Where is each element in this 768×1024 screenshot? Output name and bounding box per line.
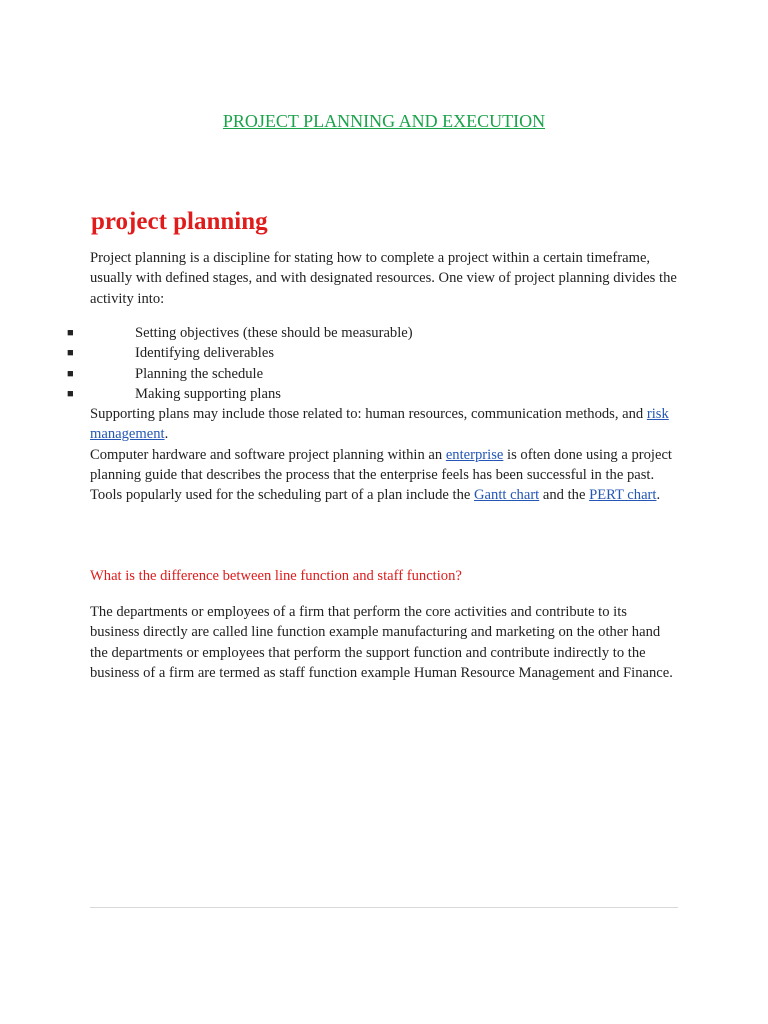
- gantt-chart-link[interactable]: Gantt chart: [474, 487, 540, 504]
- risk-management-link[interactable]: risk management: [90, 406, 669, 443]
- document-title: PROJECT PLANNING AND EXECUTION: [222, 111, 546, 131]
- intro-paragraph: Project planning is a discipline for stating how to complete a project within a certain timeframe, usually with defined stages, and with designated resources. One view of project planning divides the activity into:: [90, 250, 677, 307]
- enterprise-link[interactable]: enterprise: [445, 446, 504, 463]
- paragraph-text: is often done using a project planning guide that describes the process that the enterprise feels has been successful in the past.: [90, 446, 672, 483]
- list-item-text: Making supporting plans: [135, 385, 281, 402]
- answer-paragraph: The departments or employees of a firm that perform the core activities and contribute to its business directly are called line function example manufacturing and marketing on the other hand the departments or employees that perform the support function and contribute indirectly to the business of a firm are termed as staff function example Human Resource Management and Finance.: [90, 604, 673, 681]
- paragraph-text: Tools popularly used for the scheduling part of a plan include the: [90, 487, 474, 504]
- bullet-icon: ■: [67, 347, 74, 360]
- hardware-paragraph: [90, 445, 680, 486]
- paragraph-text: Supporting plans may include those related to: human resources, communication methods, and: [90, 406, 647, 422]
- body-paragraphs: [90, 404, 680, 505]
- paragraph-text: .: [656, 487, 661, 504]
- list-item-text: Planning the schedule: [135, 365, 264, 382]
- bullet-icon: ■: [67, 327, 74, 339]
- bullet-icon: ■: [67, 367, 74, 380]
- paragraph-text: Computer hardware and software project planning within an: [90, 446, 446, 463]
- paragraph-text: and the: [539, 487, 590, 504]
- question-text: What is the difference between line function and staff function?: [90, 568, 462, 584]
- list-item-text: Identifying deliverables: [135, 345, 274, 362]
- bullet-icon: ■: [67, 387, 74, 400]
- list-item-text: Setting objectives (these should be measurable): [135, 325, 413, 341]
- pert-chart-link[interactable]: PERT chart: [589, 487, 657, 504]
- section-heading: project planning: [91, 208, 268, 235]
- tools-paragraph: [90, 485, 680, 505]
- supporting-plans-paragraph: [90, 404, 680, 445]
- paragraph-text: .: [164, 426, 169, 443]
- page-divider: [90, 907, 678, 908]
